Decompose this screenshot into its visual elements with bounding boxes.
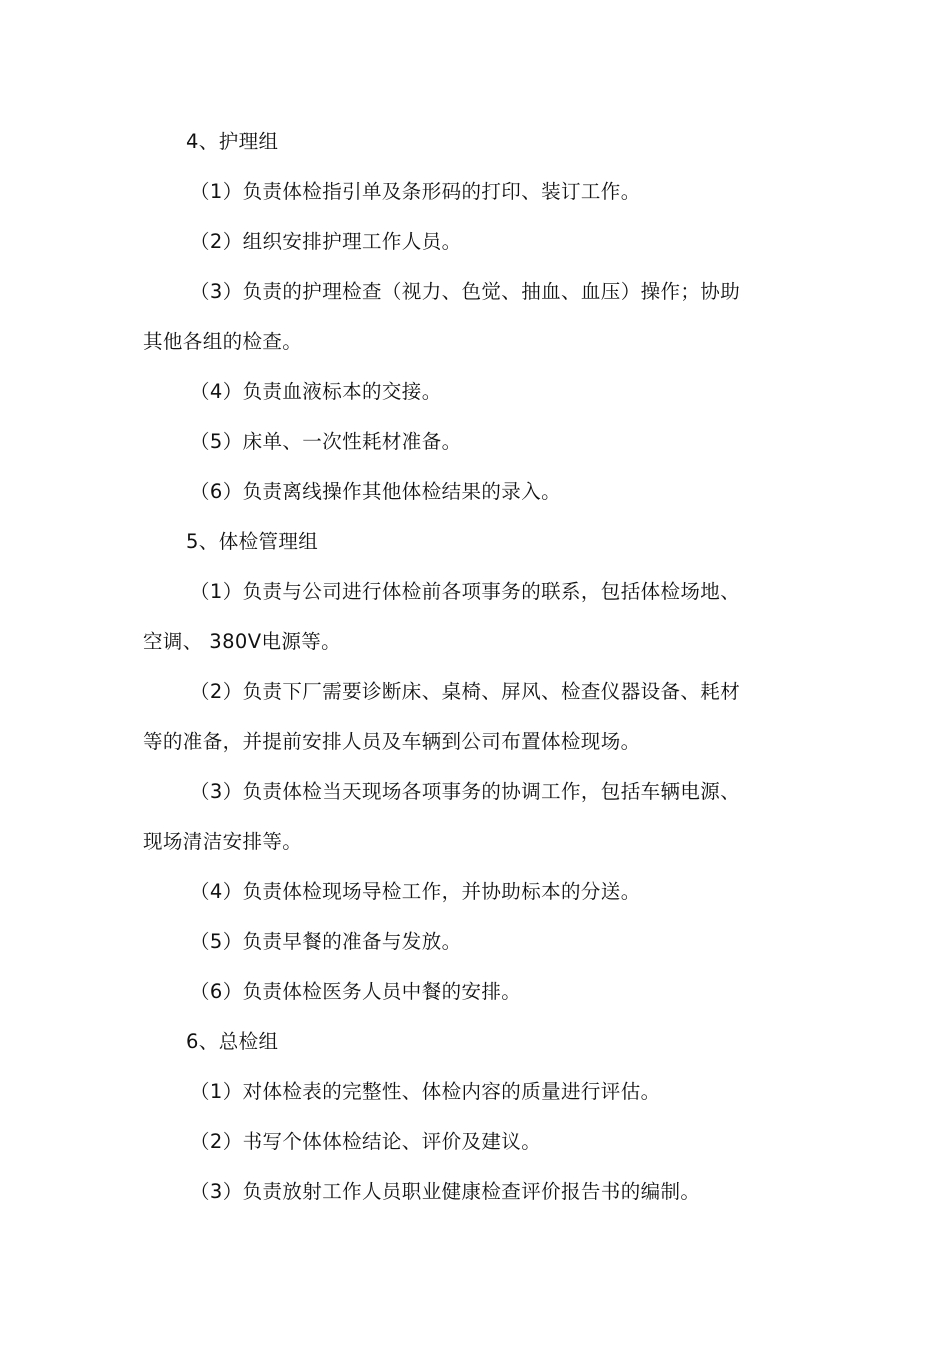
list-item: （3）负责放射工作人员职业健康检查评价报告书的编制。 bbox=[190, 1180, 701, 1203]
section-heading: 6、总检组 bbox=[186, 1030, 279, 1053]
list-item: （1）对体检表的完整性、体检内容的质量进行评估。 bbox=[190, 1080, 661, 1103]
list-item: （6）负责体检医务人员中餐的安排。 bbox=[190, 980, 522, 1003]
list-item: （3）负责体检当天现场各项事务的协调工作，包括车辆电源、 bbox=[190, 780, 741, 803]
list-item-continuation: 其他各组的检查。 bbox=[143, 330, 303, 353]
list-item: （2）负责下厂需要诊断床、桌椅、屏风、检查仪器设备、耗材 bbox=[190, 680, 741, 703]
list-item: （4）负责血液标本的交接。 bbox=[190, 380, 442, 403]
list-item-continuation: 现场清洁安排等。 bbox=[143, 830, 303, 853]
list-item: （2）书写个体体检结论、评价及建议。 bbox=[190, 1130, 542, 1153]
list-item: （5）床单、一次性耗材准备。 bbox=[190, 430, 462, 453]
list-item: （1）负责体检指引单及条形码的打印、装订工作。 bbox=[190, 180, 641, 203]
section-heading: 4、护理组 bbox=[186, 130, 279, 153]
list-item-continuation: 等的准备，并提前安排人员及车辆到公司布置体检现场。 bbox=[143, 730, 641, 753]
list-item: （1）负责与公司进行体检前各项事务的联系，包括体检场地、 bbox=[190, 580, 741, 603]
list-item: （2）组织安排护理工作人员。 bbox=[190, 230, 462, 253]
list-item: （5）负责早餐的准备与发放。 bbox=[190, 930, 462, 953]
list-item-continuation: 空调、 380V电源等。 bbox=[143, 630, 342, 653]
list-item: （3）负责的护理检查（视力、色觉、抽血、血压）操作；协助 bbox=[190, 280, 741, 303]
list-item: （6）负责离线操作其他体检结果的录入。 bbox=[190, 480, 562, 503]
list-item: （4）负责体检现场导检工作，并协助标本的分送。 bbox=[190, 880, 641, 903]
section-heading: 5、体检管理组 bbox=[186, 530, 319, 553]
